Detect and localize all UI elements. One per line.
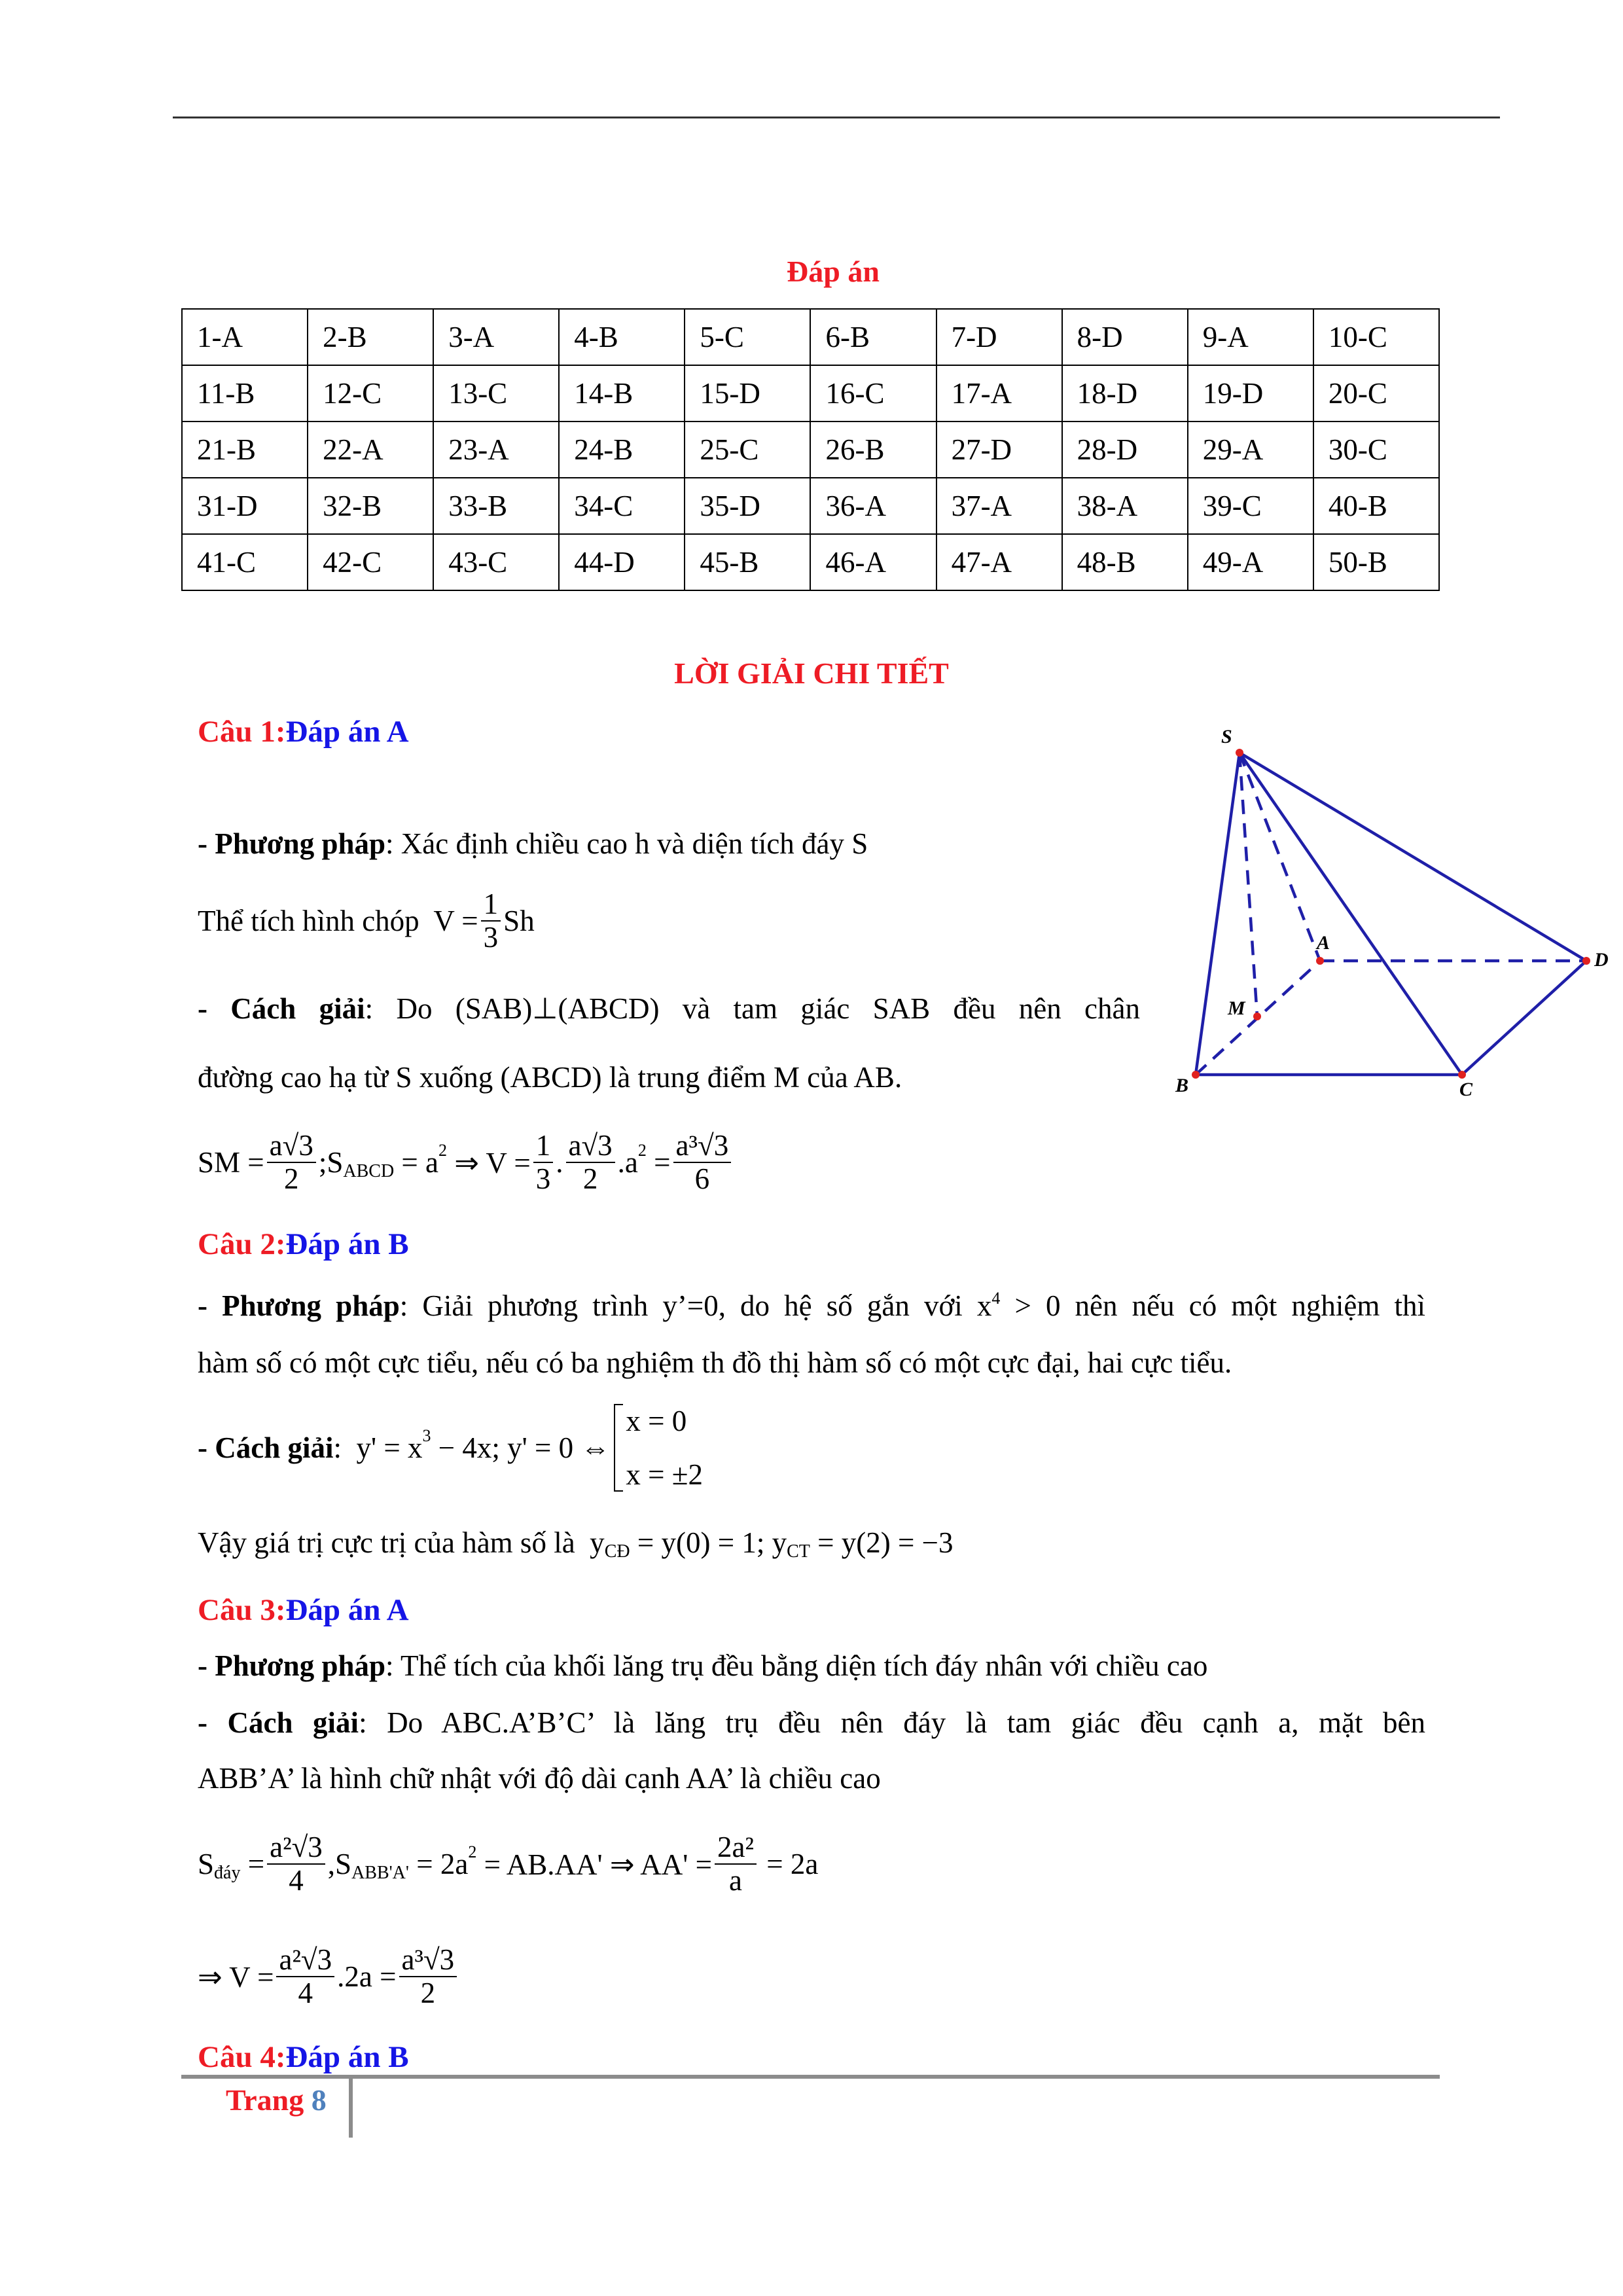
numerator: 2a² <box>715 1831 757 1865</box>
t: = <box>240 1848 265 1880</box>
solutions-title: LỜI GIẢI CHI TIẾT <box>674 656 949 690</box>
point-B <box>1192 1071 1200 1079</box>
t: ⇒ V = <box>447 1146 531 1179</box>
label-m: M <box>1228 997 1245 1019</box>
answer-cell: 15-D <box>685 365 810 422</box>
answer-cell: 37-A <box>936 478 1062 534</box>
answer-cell: 11-B <box>182 365 308 422</box>
denominator: 2 <box>284 1162 299 1195</box>
q2-solution <box>198 1402 703 1494</box>
answer-cell: 24-B <box>559 422 685 478</box>
footer-rule <box>181 2075 1440 2079</box>
denominator: a <box>729 1864 742 1897</box>
label-d: D <box>1594 949 1609 971</box>
numerator: a³√3 <box>399 1944 457 1978</box>
denominator: 4 <box>298 1977 313 2009</box>
answer-cell: 6-B <box>810 309 936 365</box>
answer-cell: 34-C <box>559 478 685 534</box>
t: : y' = x <box>333 1431 423 1464</box>
question-number: Câu 2: <box>198 1227 286 1261</box>
answer-cell: 18-D <box>1062 365 1188 422</box>
answer-cell: 48-B <box>1062 534 1188 590</box>
answer-cell: 30-C <box>1313 422 1439 478</box>
t: ;S <box>318 1146 344 1179</box>
answer-cell: 22-A <box>308 422 433 478</box>
numerator: a√3 <box>566 1130 615 1164</box>
t: = AB.AA' ⇒ AA' = <box>476 1848 713 1881</box>
question-number: Câu 3: <box>198 1593 286 1627</box>
edge-SM <box>1240 753 1257 1016</box>
fraction <box>399 1944 457 2010</box>
q3-solution-line2: ABB’A’ là hình chữ nhật với độ dài cạnh AA’ là chiều cao <box>198 1762 881 1795</box>
solution-label: - Cách giải <box>198 992 365 1025</box>
answer-cell: 26-B <box>810 422 936 478</box>
answer-cell: 39-C <box>1188 478 1313 534</box>
answer-cell: 21-B <box>182 422 308 478</box>
answer-cell: 9-A <box>1188 309 1313 365</box>
question-3-title <box>198 1592 409 1628</box>
numerator: 1 <box>481 888 501 922</box>
q2-conclusion <box>198 1520 953 1566</box>
edge-SD <box>1240 753 1586 961</box>
edge-SB <box>1196 753 1240 1075</box>
denominator: 3 <box>483 921 499 954</box>
point-A <box>1316 957 1324 965</box>
t: .a <box>617 1146 638 1179</box>
answer-cell: 25-C <box>685 422 810 478</box>
point-S <box>1236 749 1243 757</box>
answer-cell: 23-A <box>433 422 559 478</box>
q2-method-line1 <box>198 1286 1425 1325</box>
method-text: : Giải phương trình y’=0, do hệ số gắn với x <box>399 1289 992 1322</box>
t: Vậy giá trị cực trị của hàm số là y <box>198 1526 605 1559</box>
q3-solution-line1 <box>198 1703 1425 1742</box>
label-c: C <box>1459 1079 1473 1100</box>
answer-label: Đáp án B <box>285 2040 409 2074</box>
footer-divider <box>349 2079 353 2138</box>
question-number: Câu 1: <box>198 715 286 749</box>
answer-cell: 45-B <box>685 534 810 590</box>
answer-cell: 19-D <box>1188 365 1313 422</box>
answer-cell: 31-D <box>182 478 308 534</box>
answers-title: Đáp án <box>787 255 880 288</box>
answer-cell: 28-D <box>1062 422 1188 478</box>
answer-cell: 1-A <box>182 309 308 365</box>
t: = 2a <box>759 1848 819 1880</box>
answer-cell: 44-D <box>559 534 685 590</box>
answer-label: Đáp án A <box>285 1593 409 1627</box>
denominator: 2 <box>582 1162 598 1195</box>
answer-cell: 38-A <box>1062 478 1188 534</box>
answer-cell: 36-A <box>810 478 936 534</box>
answer-cell: 41-C <box>182 534 308 590</box>
case: x = ±2 <box>626 1458 703 1491</box>
answer-cell: 7-D <box>936 309 1062 365</box>
case: x = 0 <box>626 1405 687 1437</box>
t: .2a = <box>337 1960 397 1993</box>
label-a: A <box>1317 932 1330 954</box>
answer-label: Đáp án B <box>285 1227 409 1261</box>
subscript: CT <box>787 1541 810 1562</box>
t: = y(2) = −3 <box>810 1526 954 1559</box>
case-bracket <box>614 1404 703 1492</box>
denominator: 6 <box>694 1162 710 1195</box>
fraction <box>276 1944 334 2010</box>
answer-cell: 42-C <box>308 534 433 590</box>
answer-cell: 10-C <box>1313 309 1439 365</box>
q3-formula-1 <box>198 1825 818 1903</box>
answer-cell: 27-D <box>936 422 1062 478</box>
t: ,S <box>327 1848 352 1880</box>
page-value: 8 <box>311 2083 327 2117</box>
answer-cell: 46-A <box>810 534 936 590</box>
method-label: - Phương pháp <box>198 827 386 860</box>
label-s: S <box>1221 726 1232 747</box>
t: . <box>556 1146 563 1179</box>
answer-cell: 2-B <box>308 309 433 365</box>
point-M <box>1253 1013 1261 1020</box>
solution-label: - Cách giải <box>198 1706 359 1739</box>
q2-method-line2: hàm số có một cực tiểu, nếu có ba nghiệm th đồ thị hàm số có một cực đại, hai cực tiểu. <box>198 1346 1232 1379</box>
t: ⇒ V = <box>198 1960 274 1994</box>
t: S <box>198 1848 215 1880</box>
answer-cell: 43-C <box>433 534 559 590</box>
answer-cell: 29-A <box>1188 422 1313 478</box>
answer-cell: 20-C <box>1313 365 1439 422</box>
method-text: : Xác định chiều cao h và diện tích đáy S <box>385 827 868 860</box>
answer-cell: 16-C <box>810 365 936 422</box>
question-4-title <box>198 2039 409 2075</box>
label-b: B <box>1175 1075 1189 1096</box>
q3-formula-2 <box>198 1937 459 2016</box>
method-text: > 0 nên nếu có một nghiệm thì <box>1000 1289 1426 1322</box>
denominator: 3 <box>535 1162 551 1195</box>
answer-cell: 5-C <box>685 309 810 365</box>
t: − 4x; y' = 0 ⇔ <box>431 1431 611 1464</box>
answer-cell: 8-D <box>1062 309 1188 365</box>
answer-cell: 49-A <box>1188 534 1313 590</box>
solution-text: : Do (SAB)⊥(ABCD) và tam giác SAB đều nên chân <box>365 992 1140 1025</box>
numerator: a³√3 <box>673 1130 732 1164</box>
superscript: 4 <box>991 1289 1001 1308</box>
solution-label: - Cách giải <box>198 1431 334 1464</box>
q1-solution-line2: đường cao hạ từ S xuống (ABCD) là trung điểm M của AB. <box>198 1061 902 1094</box>
answer-cell: 50-B <box>1313 534 1439 590</box>
superscript: 2 <box>637 1140 647 1160</box>
edge-CD <box>1462 961 1586 1075</box>
t: = y(0) = 1; y <box>630 1526 787 1559</box>
answer-cell: 12-C <box>308 365 433 422</box>
text: Sh <box>503 905 535 937</box>
denominator: 4 <box>289 1864 304 1897</box>
method-label: - Phương pháp <box>198 1649 386 1682</box>
point-C <box>1458 1071 1466 1079</box>
page-label: Trang <box>226 2083 304 2117</box>
subscript: CĐ <box>604 1541 630 1562</box>
question-number: Câu 4: <box>198 2040 286 2074</box>
answer-cell: 35-D <box>685 478 810 534</box>
fraction <box>715 1831 757 1897</box>
method-text: : Thể tích của khối lăng trụ đều bằng diện tích đáy nhân với chiều cao <box>385 1649 1208 1682</box>
numerator: a√3 <box>267 1130 316 1164</box>
numerator: a²√3 <box>276 1944 334 1978</box>
t: = 2a <box>408 1848 469 1880</box>
answer-cell: 17-A <box>936 365 1062 422</box>
edge-SC <box>1240 753 1462 1075</box>
answer-cell: 40-B <box>1313 478 1439 534</box>
answer-cell: 4-B <box>559 309 685 365</box>
method-label: - Phương pháp <box>198 1289 400 1322</box>
text: Thể tích hình chóp V = <box>198 905 478 937</box>
answer-cell: 3-A <box>433 309 559 365</box>
answer-cell: 14-B <box>559 365 685 422</box>
subscript: ABB'A' <box>351 1862 409 1883</box>
subscript: ABCD <box>343 1160 395 1181</box>
answer-cell: 13-C <box>433 365 559 422</box>
point-D <box>1582 957 1590 965</box>
t: = <box>646 1146 671 1179</box>
superscript: 3 <box>422 1426 431 1445</box>
t: SM = <box>198 1146 264 1179</box>
solution-text: : Do ABC.A’B’C’ là lăng trụ đều nên đáy là tam giác đều cạnh a, mặt bên <box>359 1706 1425 1739</box>
question-2-title <box>198 1226 409 1263</box>
numerator: 1 <box>533 1130 554 1164</box>
superscript: 2 <box>468 1842 477 1861</box>
fraction <box>267 1831 325 1897</box>
answer-label: Đáp án A <box>285 715 409 749</box>
denominator: 2 <box>420 1977 436 2009</box>
numerator: a²√3 <box>267 1831 325 1865</box>
superscript: 2 <box>438 1140 448 1160</box>
page-number <box>226 2083 327 2117</box>
answer-cell: 32-B <box>308 478 433 534</box>
answer-cell: 33-B <box>433 478 559 534</box>
t: = a <box>394 1146 439 1179</box>
answer-cell: 47-A <box>936 534 1062 590</box>
subscript: đáy <box>214 1862 241 1883</box>
q3-method <box>198 1647 1207 1684</box>
